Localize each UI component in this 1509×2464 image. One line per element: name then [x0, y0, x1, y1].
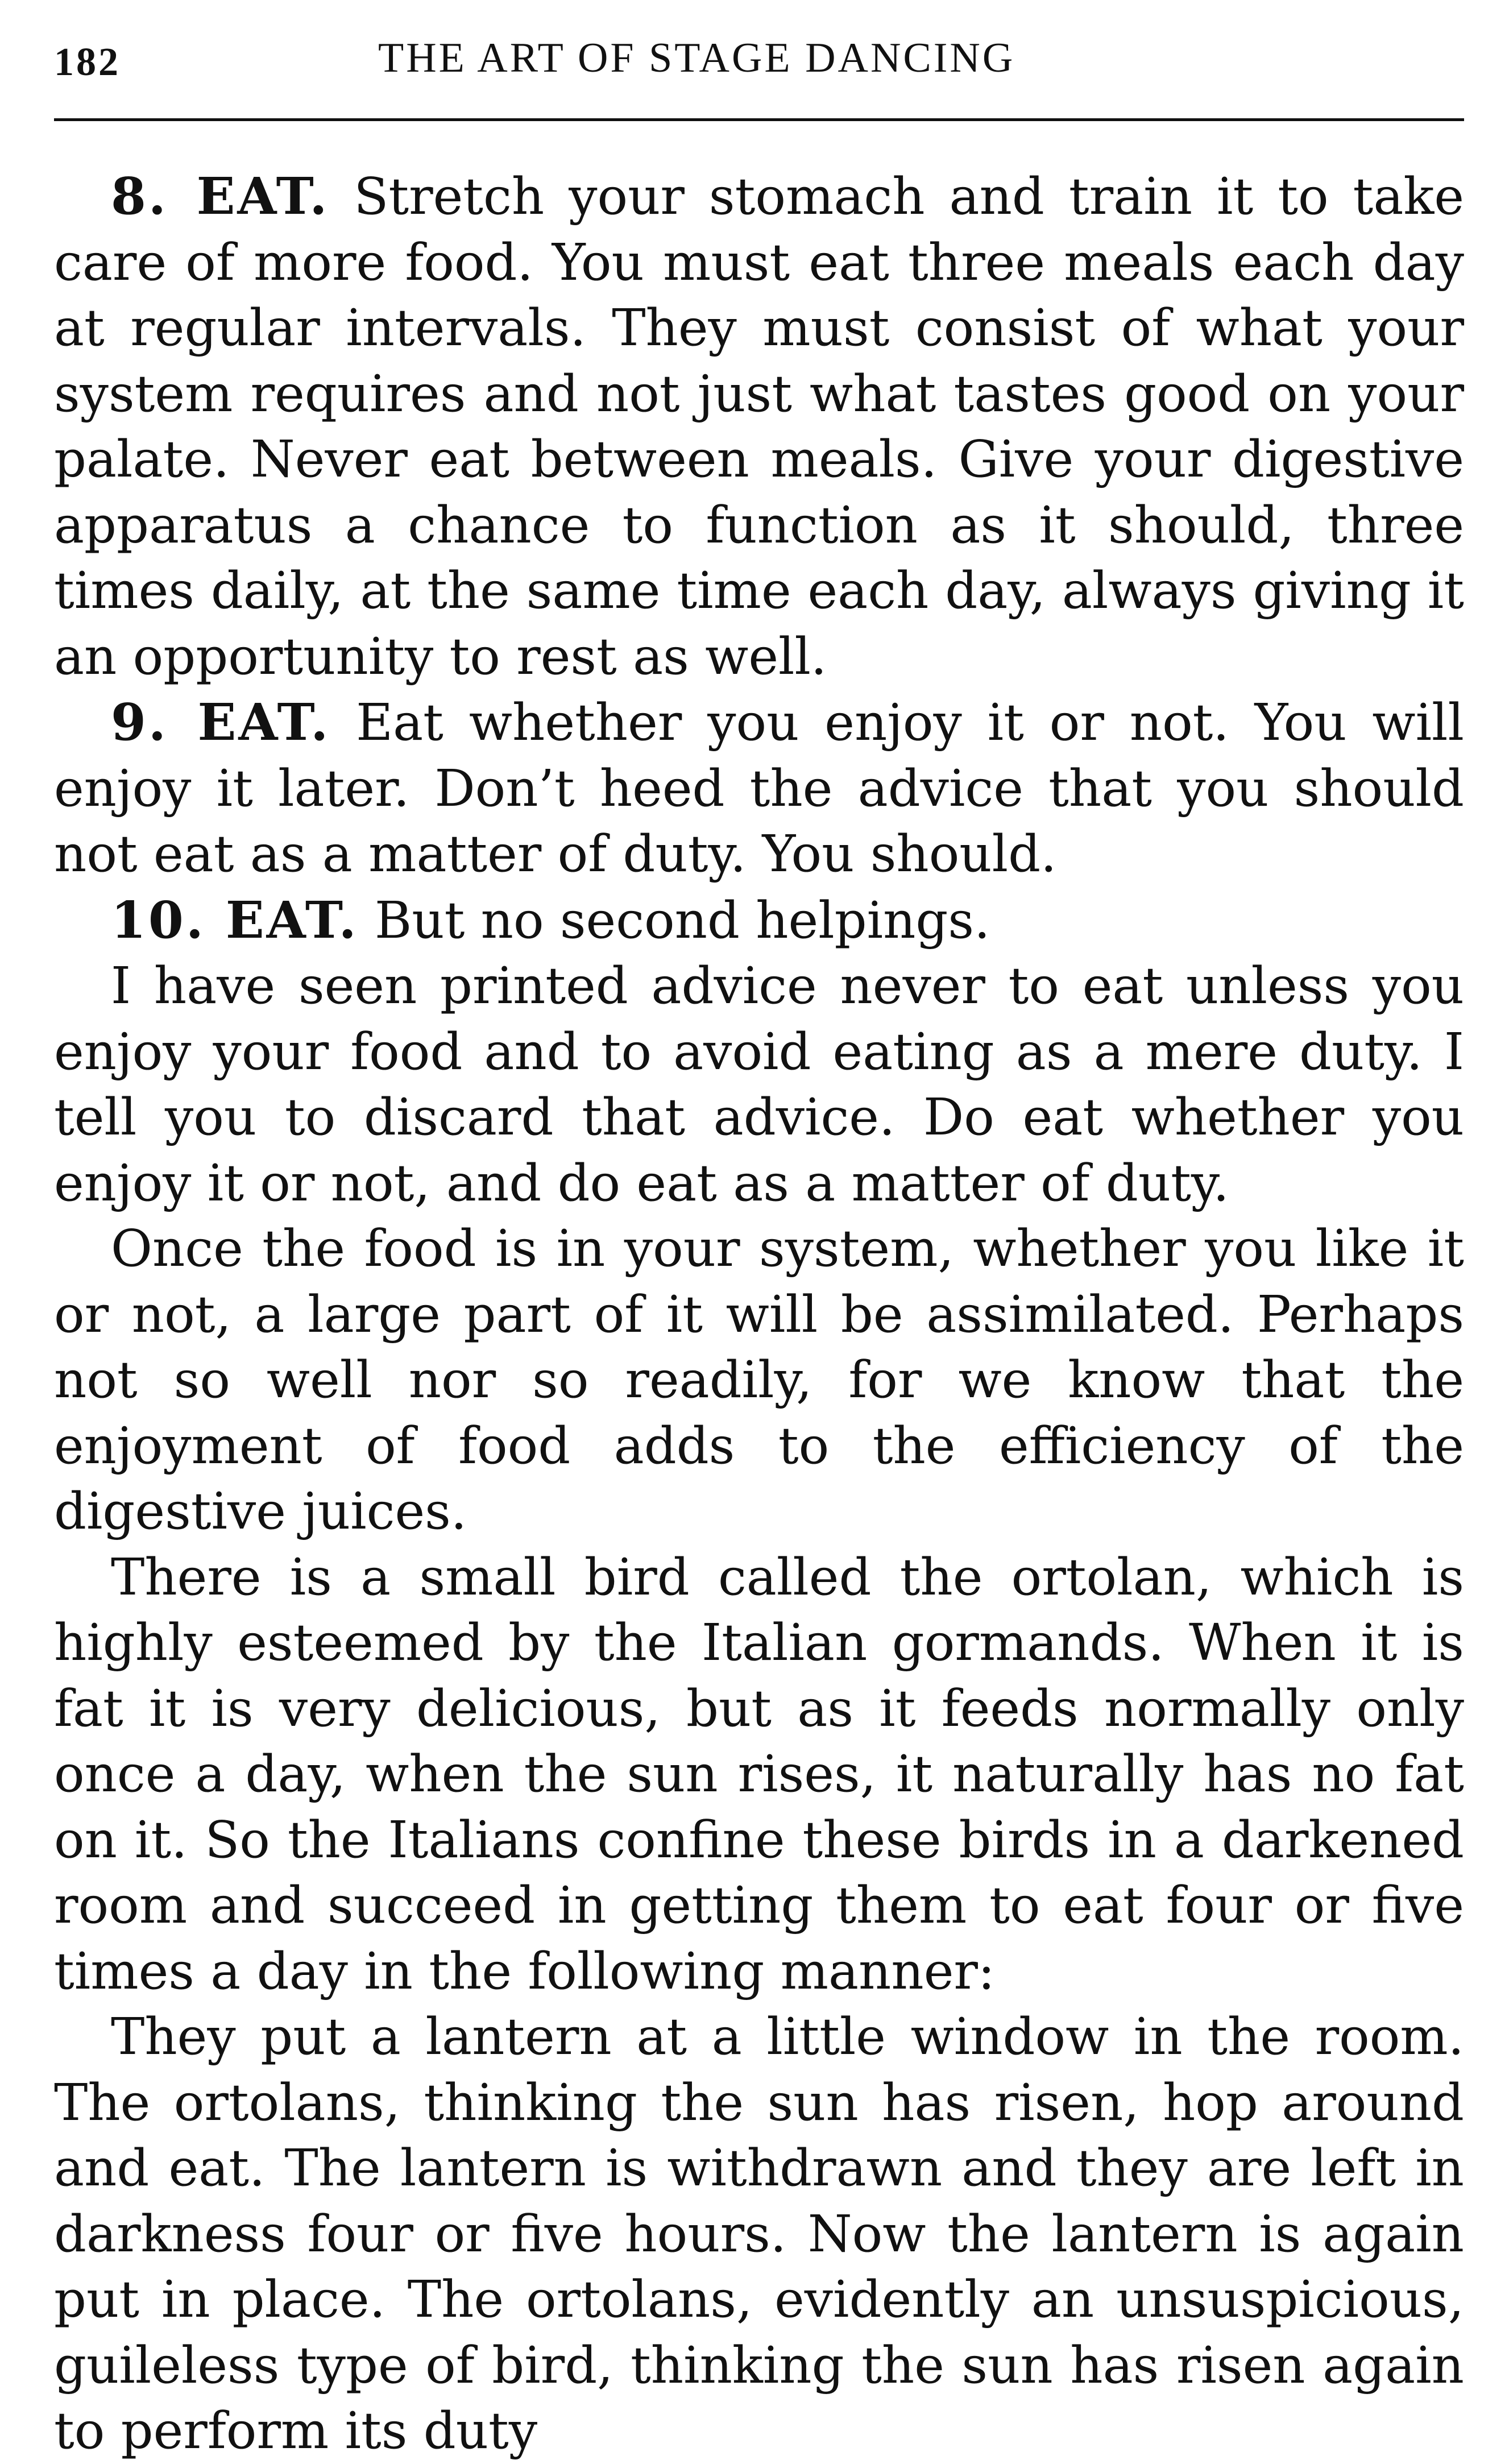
paragraph-text: Once the food is in your system, whether you like it or not, a large part of it will be assimilated. Perhaps not so well nor so readily, for we know that the enjoyment of food adds to the efficiency of the digestive juices.: [54, 1219, 1464, 1540]
paragraph-rule-8: [54, 163, 1464, 689]
paragraph-text: There is a small bird called the ortolan, which is highly esteemed by the Italian gormands. When it is fat it is very delicious, but as it feeds normally only once a day, when the sun rises, it naturally has no fat on it. So the Italians confine these birds in a darkened room and succeed in getting them to eat four or five times a day in the following manner:: [54, 1547, 1464, 2001]
rule-heading: 10. EAT.: [111, 889, 359, 950]
paragraph-text: Eat whether you enjoy it or not. You will enjoy it later. Don’t heed the advice that you should not eat as a matter of duty. You should.: [54, 693, 1464, 883]
header-rule: [54, 118, 1464, 121]
paragraph-rule-9: [54, 689, 1464, 887]
paragraph-text: They put a lantern at a little window in the room. The ortolans, thinking the sun has risen, hop around and eat. The lantern is withdrawn and they are left in darkness four or five hours. Now the lantern is again put in place. The ortolans, evidently an unsuspicious, guileless type of bird, thinking the sun has risen again to perform its duty: [54, 2007, 1464, 2460]
page-number: 182: [54, 40, 121, 84]
rule-heading: 8. EAT.: [111, 166, 330, 226]
paragraph: [54, 1544, 1464, 2005]
running-head: [54, 34, 1464, 101]
paragraph: [54, 1216, 1464, 1544]
paragraph-text: I have seen printed advice never to eat unless you enjoy your food and to avoid eating as a mere duty. I tell you to discard that advice. Do eat whether you enjoy it or not, and do eat as a matter of duty.: [54, 956, 1464, 1212]
running-title: THE ART OF STAGE DANCING: [378, 35, 1015, 81]
paragraph: [54, 2004, 1464, 2464]
paragraph-text: But no second helpings.: [374, 890, 990, 950]
book-page: [54, 34, 1464, 2460]
paragraph-text: Stretch your stomach and train it to take care of more food. You must eat three meals each day at regular intervals. They must consist of what your system requires and not just what tastes good on your palate. Never eat between meals. Give your digestive apparatus a chance to function as it should, three times daily, at the same time each day, always giving it an opportunity to rest as well.: [54, 167, 1464, 686]
paragraph: [54, 953, 1464, 1216]
rule-heading: 9. EAT.: [111, 692, 331, 752]
paragraph-rule-10: [54, 887, 1464, 954]
body-text: [54, 163, 1464, 2464]
